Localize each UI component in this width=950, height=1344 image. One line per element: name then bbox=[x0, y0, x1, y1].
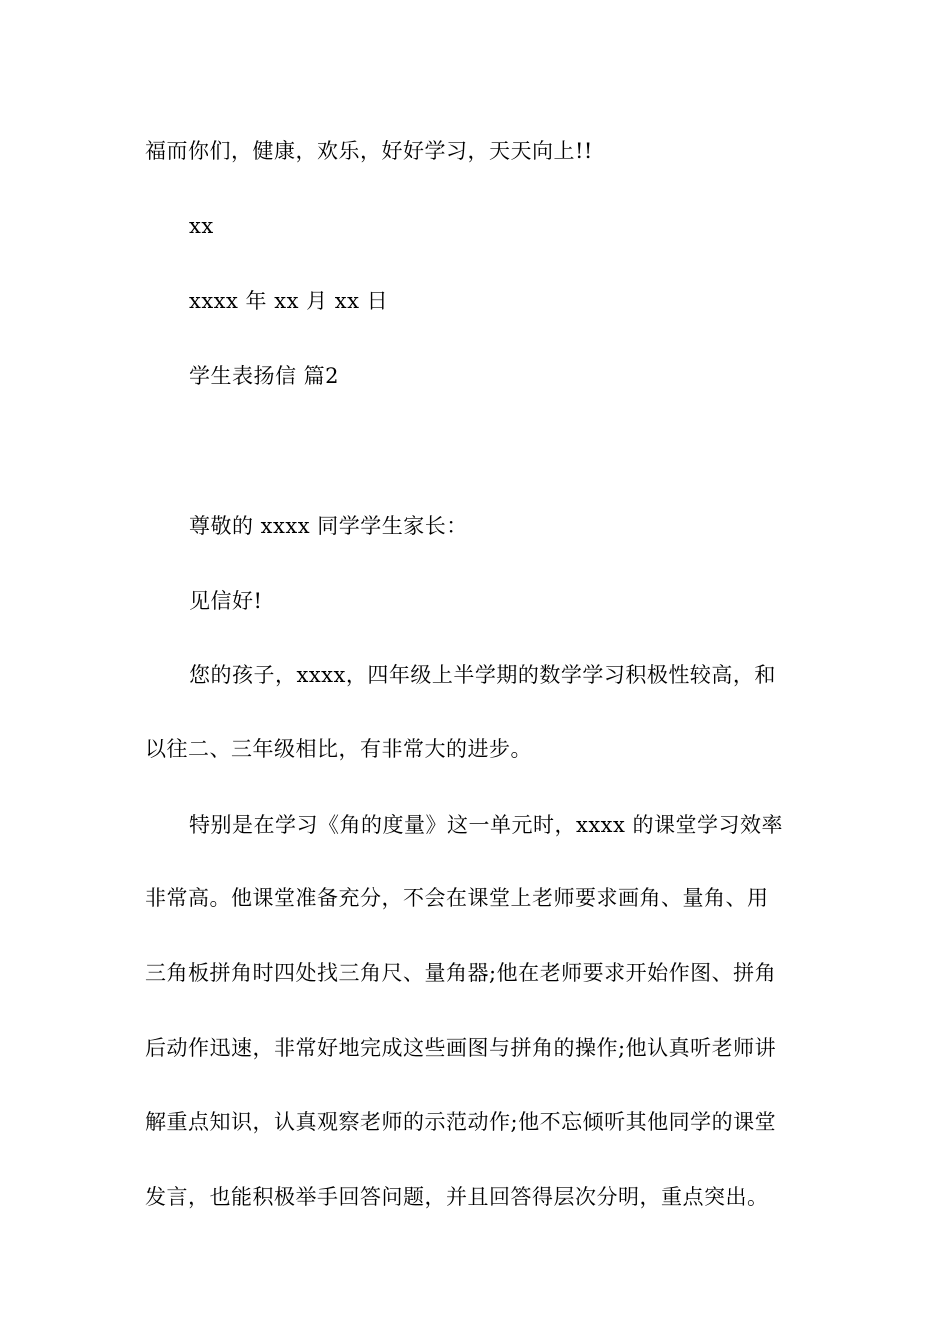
paragraph-line: 非常高。他课堂准备充分，不会在课堂上老师要求画角、量角、用 bbox=[145, 886, 769, 910]
text-line-signature: xx bbox=[189, 214, 214, 238]
text-line-date: xxxx 年 xx 月 xx 日 bbox=[189, 289, 389, 313]
paragraph-line: 特别是在学习《角的度量》这一单元时，xxxx 的课堂学习效率 bbox=[189, 813, 784, 837]
paragraph-line: 发言，也能积极举手回答问题，并且回答得层次分明，重点突出。 bbox=[145, 1185, 769, 1209]
text-line-greeting: 见信好! bbox=[189, 589, 263, 613]
paragraph-line: 三角板拼角时四处找三角尺、量角器;他在老师要求开始作图、拼角 bbox=[145, 961, 777, 985]
paragraph-line: 后动作迅速，非常好地完成这些画图与拼角的操作;他认真听老师讲 bbox=[145, 1036, 777, 1060]
paragraph-line: 您的孩子，xxxx，四年级上半学期的数学学习积极性较高，和 bbox=[189, 663, 776, 687]
text-line-closing-wish: 福而你们，健康，欢乐，好好学习，天天向上!! bbox=[145, 139, 593, 163]
text-line-salutation: 尊敬的 xxxx 同学学生家长： bbox=[189, 514, 468, 538]
paragraph-line: 解重点知识，认真观察老师的示范动作;他不忘倾听其他同学的课堂 bbox=[145, 1110, 777, 1134]
paragraph-line: 以往二、三年级相比，有非常大的进步。 bbox=[145, 737, 532, 761]
section-heading: 学生表扬信 篇2 bbox=[189, 364, 340, 388]
